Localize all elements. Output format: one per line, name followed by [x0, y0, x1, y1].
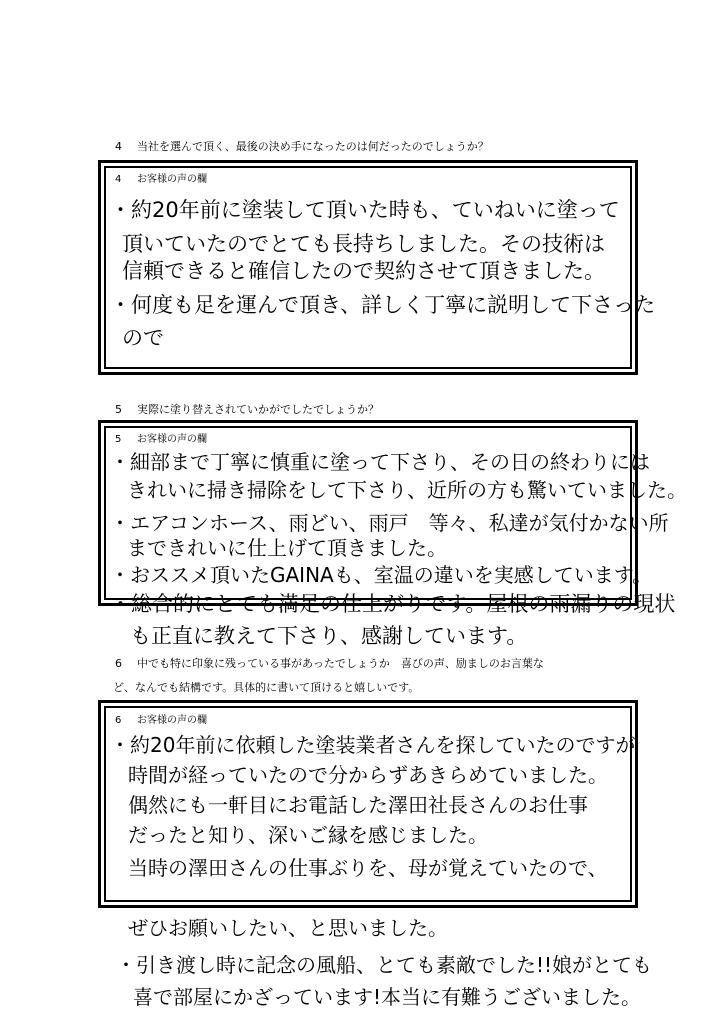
question-4 — [113, 140, 713, 154]
box-label-text: お客様の声の欄 — [137, 434, 207, 445]
question-5 — [113, 403, 713, 417]
question-6-continued — [113, 681, 713, 695]
answer-line: ので — [122, 326, 164, 350]
question-text: ど、なんでも結構です。具体的に書いて頂けると嬉しいです。 — [113, 681, 420, 694]
answer-line: 時間が経っていたので分からずあきらめていました。 — [128, 763, 608, 787]
answer-line: ぜひお願いしたい、と思いました。 — [128, 916, 448, 940]
question-number: 6 — [115, 657, 122, 670]
box-label-text: お客様の声の欄 — [137, 715, 207, 726]
answer-line: ・おススメ頂いたGAINAも、室温の違いを実感しています。 — [110, 563, 653, 587]
answer-line: も正直に教えて下さり、感謝しています。 — [130, 624, 528, 648]
answer-line: きれいに掃き掃除をして下さり、近所の方も驚いていました。 — [127, 478, 687, 502]
answer-line: 喜で部屋にかざっています!本当に有難うございました。 — [133, 985, 642, 1009]
box-label-number: 4 — [115, 174, 122, 185]
answer-line: ・約20年前に塗装して頂いた時も、ていねいに塗って — [110, 198, 620, 222]
answer-line: まできれいに仕上げて頂きました。 — [127, 536, 447, 560]
answer-line: ・引き渡し時に記念の風船、とても素敵でした!!娘がとても — [116, 953, 653, 977]
question-text: 実際に塗り替えされていかがでしたでしょうか？ — [137, 403, 379, 416]
box-label — [115, 434, 207, 446]
box-label-number: 5 — [115, 434, 122, 445]
question-number: 5 — [115, 403, 122, 416]
answer-line: ・エアコンホース、雨どい、雨戸 等々、私達が気付かない所 — [110, 511, 669, 535]
question-text: 中でも特に印象に残っている事があったでしょうか 喜びの声、励ましのお言葉な — [137, 657, 544, 670]
question-6 — [113, 657, 713, 671]
answer-line: ・総合的にとても満足の仕上がりです。屋根の雨漏りの現状 — [110, 592, 676, 616]
answer-line: 当時の澤田さんの仕事ぶりを、母が覚えていたので、 — [128, 856, 608, 880]
answer-line: ・細部まで丁寧に慎重に塗って下さり、その日の終わりには — [110, 450, 650, 474]
answer-line: だったと知り、深いご縁を感じました。 — [128, 823, 488, 847]
box-label — [115, 174, 207, 186]
answer-line: ・何度も足を運んで頂き、詳しく丁寧に説明して下さった — [110, 293, 656, 317]
question-number: 4 — [115, 140, 122, 153]
box-label — [115, 715, 207, 727]
question-text: 当社を選んで頂く、最後の決め手になったのは何だったのでしょうか？ — [137, 140, 489, 153]
answer-line: 頂いていたのでとても長持ちしました。その技術は — [122, 232, 605, 256]
box-label-number: 6 — [115, 715, 122, 726]
answer-line: ・約20年前に依頼した塗装業者さんを探していたのですが — [110, 733, 636, 757]
answer-line: 偶然にも一軒目にお電話した澤田社長さんのお仕事 — [128, 793, 588, 817]
box-label-text: お客様の声の欄 — [137, 174, 207, 185]
answer-line: 信頼できると確信したので契約させて頂きました。 — [122, 259, 605, 283]
